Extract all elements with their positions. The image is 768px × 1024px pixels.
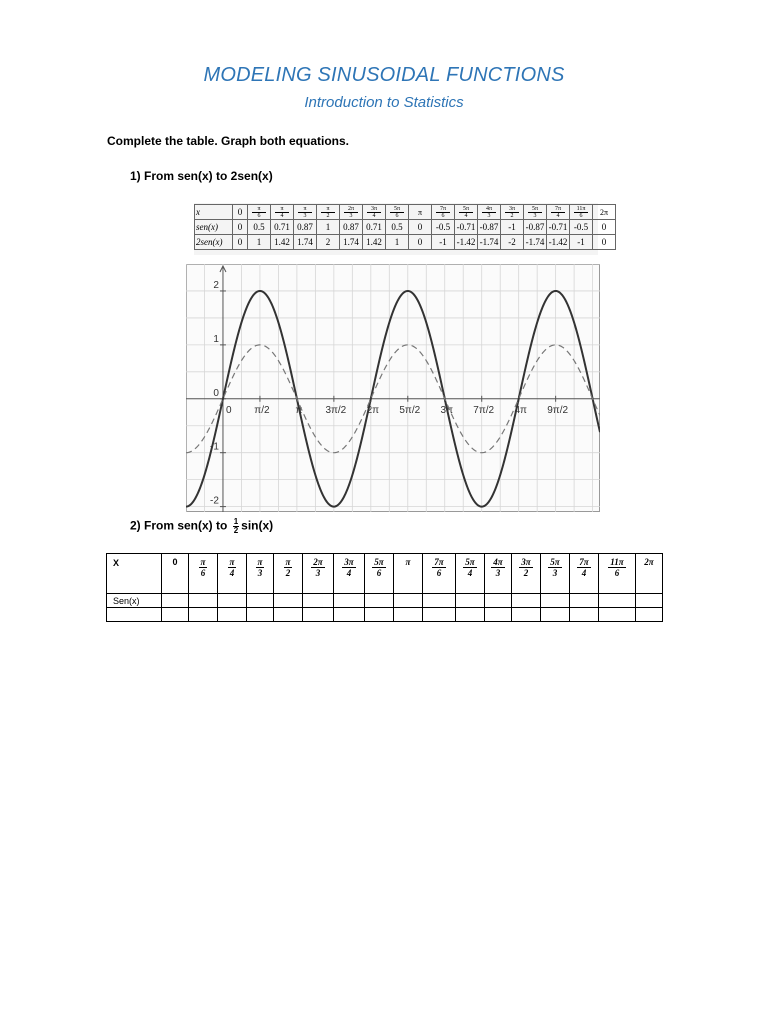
figure-sen-value: -0.71: [547, 220, 570, 235]
part2-label-prefix: 2) From sen(x) to: [130, 518, 231, 533]
answer-empty-cell[interactable]: [485, 608, 512, 622]
figure-sen-value: 1: [317, 220, 340, 235]
answer-sen-cell[interactable]: [423, 594, 456, 608]
figure-2sen-value: 1.74: [294, 235, 317, 250]
answer-x-header: $\frac{4\pi}{3}$: [485, 554, 512, 594]
x-tick-label: 0: [225, 404, 232, 416]
answer-sen-cell[interactable]: [334, 594, 365, 608]
part2-label: [130, 518, 273, 535]
y-tick-label: 0: [213, 387, 219, 399]
answer-sen-cell[interactable]: [394, 594, 423, 608]
x-tick-label: 3π: [440, 404, 453, 416]
answer-row-label-empty: [107, 608, 162, 622]
figure-sen-value: -0.87: [478, 220, 501, 235]
answer-x-header: $\frac{11\pi}{6}$: [599, 554, 636, 594]
answer-x-header: $\frac{\pi}{3}$: [247, 554, 274, 594]
one-half-fraction: [233, 518, 239, 535]
figure-sen-value: 0.71: [271, 220, 294, 235]
figure-sen-value: 0.87: [294, 220, 317, 235]
x-tick-label: 5π/2: [399, 404, 421, 416]
answer-empty-cell[interactable]: [599, 608, 636, 622]
answer-empty-cell[interactable]: [394, 608, 423, 622]
answer-sen-cell[interactable]: [485, 594, 512, 608]
answer-empty-cell[interactable]: [189, 608, 218, 622]
y-tick-label: -2: [210, 495, 219, 507]
figure-2sen-value: 0: [593, 235, 616, 250]
part2-label-suffix: sin(x): [241, 518, 274, 533]
answer-sen-cell[interactable]: [274, 594, 303, 608]
figure-2sen-value: 1: [248, 235, 271, 250]
answer-sen-cell[interactable]: [218, 594, 247, 608]
answer-empty-cell[interactable]: [334, 608, 365, 622]
answer-empty-cell[interactable]: [456, 608, 485, 622]
figure-x-header: 7π 4: [547, 205, 570, 220]
figure-x-header: 0: [233, 205, 248, 220]
answer-empty-cell[interactable]: [247, 608, 274, 622]
figure-2sen-value: 1.74: [340, 235, 363, 250]
figure-2sen-value: 1.42: [271, 235, 294, 250]
figure-sen-value: -0.87: [524, 220, 547, 235]
figure-x-header: 7π 6: [432, 205, 455, 220]
answer-x-header: $\frac{\pi}{4}$: [218, 554, 247, 594]
figure-x-header: 11π 6: [570, 205, 593, 220]
answer-x-header: π: [394, 554, 423, 594]
figure-row-label: sen(x): [195, 220, 233, 235]
answer-empty-cell[interactable]: [303, 608, 334, 622]
figure-2sen-value: 1: [386, 235, 409, 250]
figure-2sen-value: 0: [233, 235, 248, 250]
answer-sen-cell[interactable]: [247, 594, 274, 608]
figure-row-label: 2sen(x): [195, 235, 233, 250]
answer-empty-cell[interactable]: [423, 608, 456, 622]
figure-2sen-value: -1.42: [455, 235, 478, 250]
x-tick-label: 4π: [514, 404, 527, 416]
figure-values-table: [194, 204, 616, 250]
answer-x-header: 2π: [636, 554, 663, 594]
figure-sen-value: 0.87: [340, 220, 363, 235]
figure-sen-value: -0.71: [455, 220, 478, 235]
x-tick-label: 9π/2: [547, 404, 569, 416]
answer-x-header: $\frac{5\pi}{3}$: [541, 554, 570, 594]
answer-empty-cell[interactable]: [365, 608, 394, 622]
figure-x-header: 5π 6: [386, 205, 409, 220]
y-tick-label: 2: [213, 279, 219, 291]
figure-sen-value: 0: [593, 220, 616, 235]
figure-x-header: 2π: [593, 205, 616, 220]
figure-row-label: x: [195, 205, 233, 220]
answer-x-header: $\frac{5\pi}{6}$: [365, 554, 394, 594]
figure-x-header: 5π 3: [524, 205, 547, 220]
figure-2sen-value: -1: [432, 235, 455, 250]
answer-empty-cell[interactable]: [218, 608, 247, 622]
fraction-denominator: 2: [233, 526, 239, 535]
figure-x-header: 4π 3: [478, 205, 501, 220]
answer-sen-cell[interactable]: [512, 594, 541, 608]
page-subtitle: Introduction to Statistics: [304, 94, 464, 111]
answer-row-label-sen: Sen(x): [107, 594, 162, 608]
figure-x-header: π: [409, 205, 432, 220]
answer-sen-cell[interactable]: [456, 594, 485, 608]
answer-empty-cell[interactable]: [636, 608, 663, 622]
figure-2sen-value: -1.42: [547, 235, 570, 250]
answer-empty-cell[interactable]: [274, 608, 303, 622]
answer-x-header: $\frac{3\pi}{4}$: [334, 554, 365, 594]
figure-sen-value: 0.71: [363, 220, 386, 235]
answer-empty-cell[interactable]: [570, 608, 599, 622]
answer-sen-cell[interactable]: [541, 594, 570, 608]
figure-sen-value: -1: [501, 220, 524, 235]
answer-x-header: 0: [162, 554, 189, 594]
answer-sen-cell[interactable]: [162, 594, 189, 608]
x-tick-label: π/2: [254, 404, 270, 416]
x-tick-label: π: [295, 404, 303, 416]
figure-2sen-value: -1.74: [524, 235, 547, 250]
x-tick-label: 2π: [366, 404, 380, 416]
answer-empty-cell[interactable]: [162, 608, 189, 622]
figure-x-header: 5π 4: [455, 205, 478, 220]
figure-sen-value: 0: [409, 220, 432, 235]
figure-sen-value: 0: [233, 220, 248, 235]
figure-2sen-value: -1.74: [478, 235, 501, 250]
answer-sen-cell[interactable]: [189, 594, 218, 608]
fraction-numerator: 1: [233, 517, 239, 526]
answer-empty-cell[interactable]: [512, 608, 541, 622]
answer-x-header: $\frac{2\pi}{3}$: [303, 554, 334, 594]
x-tick-label: 3π/2: [325, 404, 347, 416]
figure-x-header: π 6: [248, 205, 271, 220]
answer-x-header: $\frac{5\pi}{4}$: [456, 554, 485, 594]
figure-2sen-value: -1: [570, 235, 593, 250]
sine-graph: [186, 264, 600, 512]
instruction-text: Complete the table. Graph both equations.: [107, 134, 350, 148]
answer-sen-cell[interactable]: [303, 594, 334, 608]
figure-x-header: π 3: [294, 205, 317, 220]
answer-empty-cell[interactable]: [541, 608, 570, 622]
answer-x-header: $\frac{\pi}{6}$: [189, 554, 218, 594]
figure-2sen-value: 1.42: [363, 235, 386, 250]
answer-x-header: $\frac{3\pi}{2}$: [512, 554, 541, 594]
answer-sen-cell[interactable]: [599, 594, 636, 608]
page-title: MODELING SINUSOIDAL FUNCTIONS: [203, 64, 565, 86]
figure-x-header: 2π 3: [340, 205, 363, 220]
answer-row-label-x: X: [107, 554, 162, 594]
figure-sen-value: -0.5: [432, 220, 455, 235]
answer-x-header: $\frac{\pi}{2}$: [274, 554, 303, 594]
figure-2sen-value: 0: [409, 235, 432, 250]
answer-sen-cell[interactable]: [570, 594, 599, 608]
answer-sen-cell[interactable]: [365, 594, 394, 608]
figure-2sen-value: 2: [317, 235, 340, 250]
figure-sen-value: 0.5: [386, 220, 409, 235]
answer-x-header: $\frac{7\pi}{6}$: [423, 554, 456, 594]
figure-x-header: π 4: [271, 205, 294, 220]
figure-x-header: 3π 2: [501, 205, 524, 220]
y-tick-label: 1: [213, 333, 219, 345]
figure-x-header: 3π 4: [363, 205, 386, 220]
answer-x-header: $\frac{7\pi}{4}$: [570, 554, 599, 594]
figure-2sen-value: -2: [501, 235, 524, 250]
figure-sen-value: 0.5: [248, 220, 271, 235]
x-tick-label: 7π/2: [473, 404, 495, 416]
answer-sen-cell[interactable]: [636, 594, 663, 608]
figure-x-header: π 2: [317, 205, 340, 220]
part1-label: 1) From sen(x) to 2sen(x): [130, 169, 273, 183]
y-tick-label: -1: [210, 441, 219, 453]
answer-table: [106, 553, 663, 622]
figure-sen-value: -0.5: [570, 220, 593, 235]
